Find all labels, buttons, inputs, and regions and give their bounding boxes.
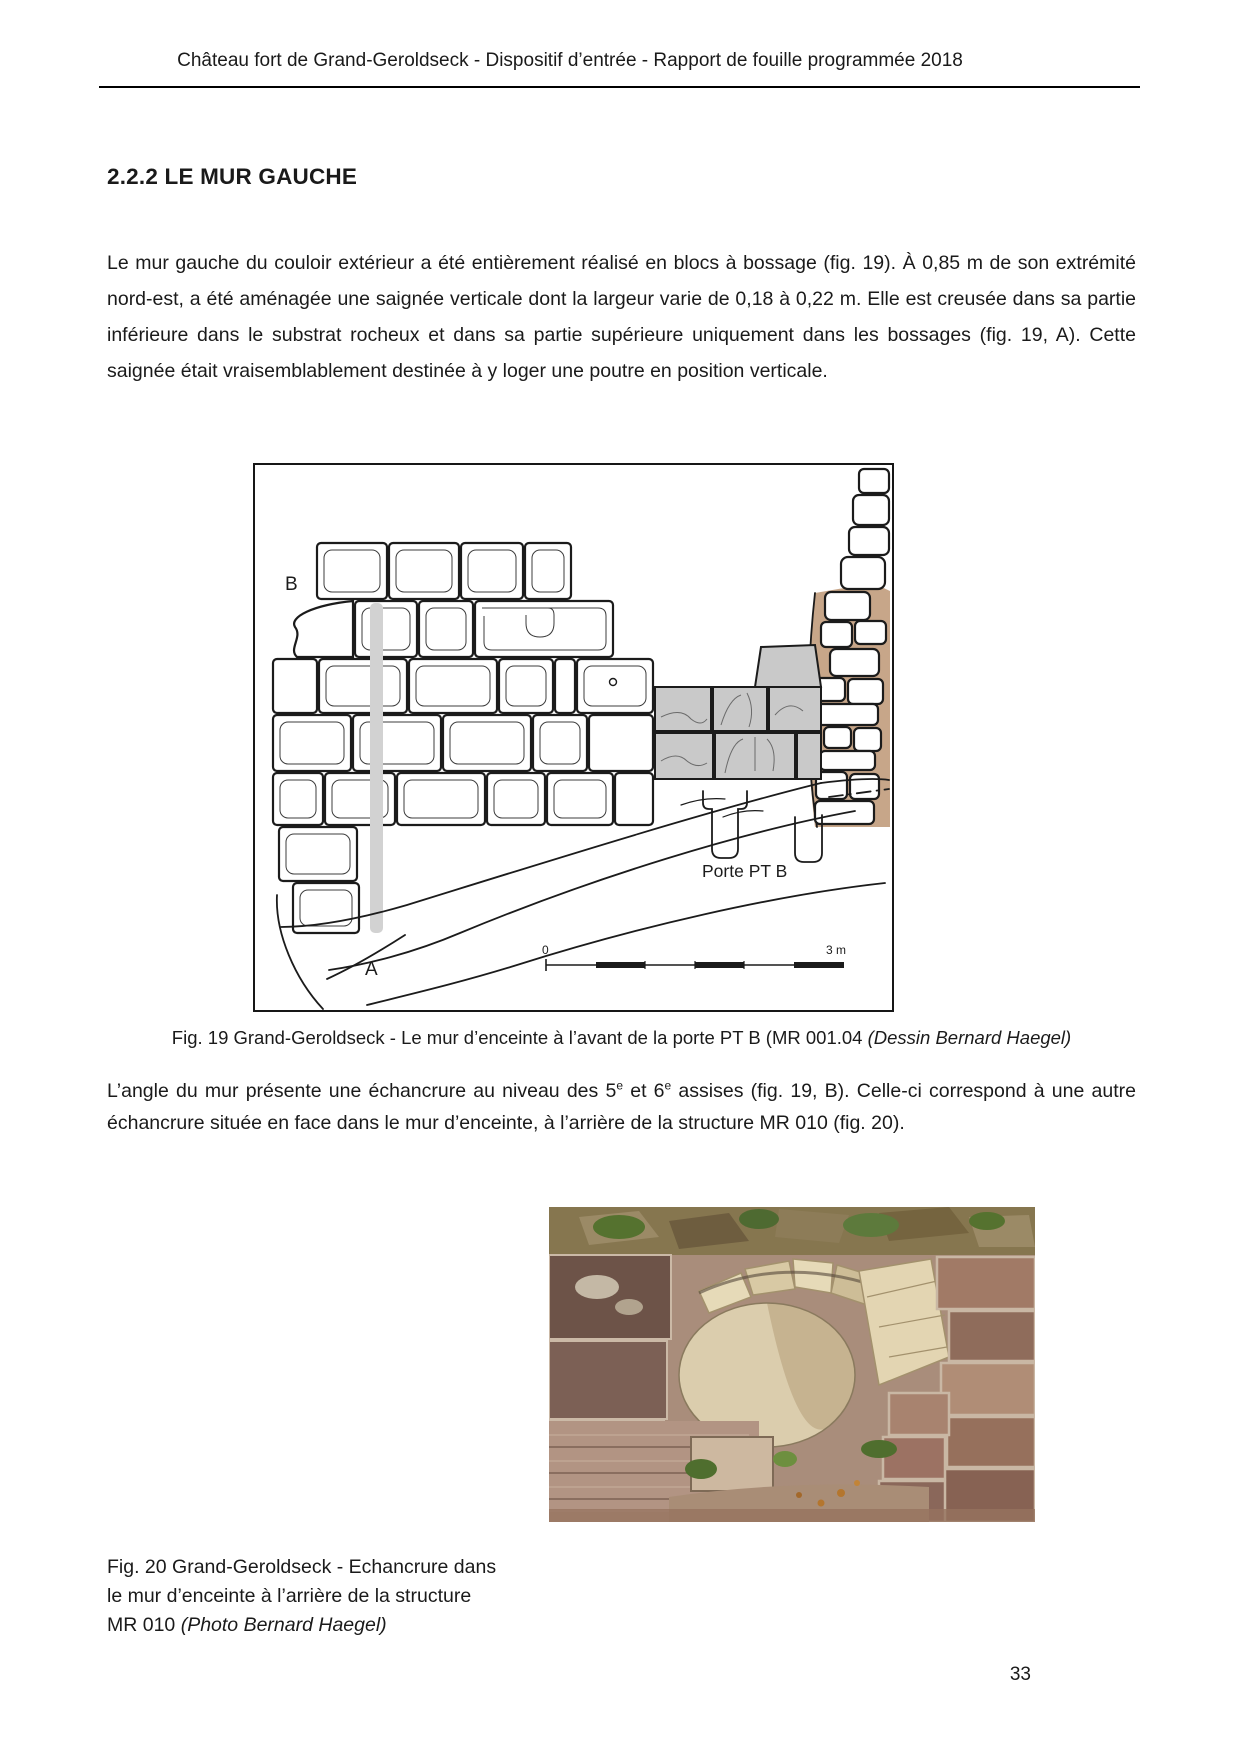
figure-19-caption: [107, 1027, 1136, 1049]
scale-zero-label: 0: [542, 943, 549, 957]
paragraph-1: Le mur gauche du couloir extérieur a été entièrement réalisé en blocs à bossage (fig. 19). À 0,85 m de son extrémité nord-est, a été aménagée une saignée verticale dont la largeur varie de 0,18 à 0,22 m. Elle est creusée dans sa partie inférieure dans le substrat rocheux et dans sa partie supérieure uniquement dans les bossages (fig. 19, A). Cette saignée était vraisemblablement destinée à y loger une poutre en position verticale.: [107, 252, 1136, 382]
figure-20-photo: [549, 1207, 1035, 1522]
ordinal-superscript: e: [616, 1078, 624, 1093]
door-sill: [703, 791, 822, 862]
figure-20-caption-line1: Fig. 20 Grand-Geroldseck - Echancrure dans: [107, 1556, 497, 1578]
figure-19-drawing: [255, 465, 892, 1010]
header-rule: [99, 86, 1140, 88]
figure-20-caption-credit: (Photo Bernard Haegel): [180, 1614, 387, 1636]
paragraph-2: [107, 1075, 1136, 1139]
shaded-blocks: [655, 645, 821, 779]
ordinal-superscript: e: [664, 1078, 672, 1093]
scale-bar: [542, 943, 846, 971]
saignee-stripe: [370, 603, 383, 933]
figure-20-caption-line3: [107, 1611, 499, 1640]
stone-wall-photo-graphic: [549, 1207, 1035, 1522]
paragraph-2-text: et 6: [623, 1080, 665, 1102]
section-heading: 2.2.2 LE MUR GAUCHE: [107, 164, 358, 189]
figure-19-caption-credit: (Dessin Bernard Haegel): [867, 1027, 1072, 1048]
figure-20-caption-line3-text: MR 010: [107, 1614, 181, 1636]
scale-max-label: 3 m: [826, 943, 847, 957]
page-number: 33: [1009, 1664, 1031, 1685]
figure-20-caption-line2: le mur d’enceinte à l’arrière de la structure: [107, 1585, 472, 1607]
ashlar-wall: [273, 543, 653, 933]
figure-19-caption-text: Fig. 19 Grand-Geroldseck - Le mur d’enceinte à l’avant de la porte PT B (MR 001.04: [171, 1027, 868, 1048]
figure19-porte-label: Porte PT B: [702, 861, 788, 881]
figure19-label-a: A: [365, 959, 378, 980]
paragraph-2-text: L’angle du mur présente une échancrure au niveau des 5: [107, 1080, 617, 1102]
figure-20-caption: [107, 1553, 499, 1640]
page-header: Château fort de Grand-Geroldseck - Dispositif d’entrée - Rapport de fouille programmée 2018: [177, 50, 963, 71]
paragraph-2-text: assises (fig. 19, B). Celle-ci correspond à une autre échancrure située en face dans le mur d’enceinte, à l’arrière de la structure MR 010 (fig. 20).: [107, 1080, 1136, 1134]
figure19-label-b: B: [285, 574, 298, 595]
figure-19: [253, 463, 894, 1012]
